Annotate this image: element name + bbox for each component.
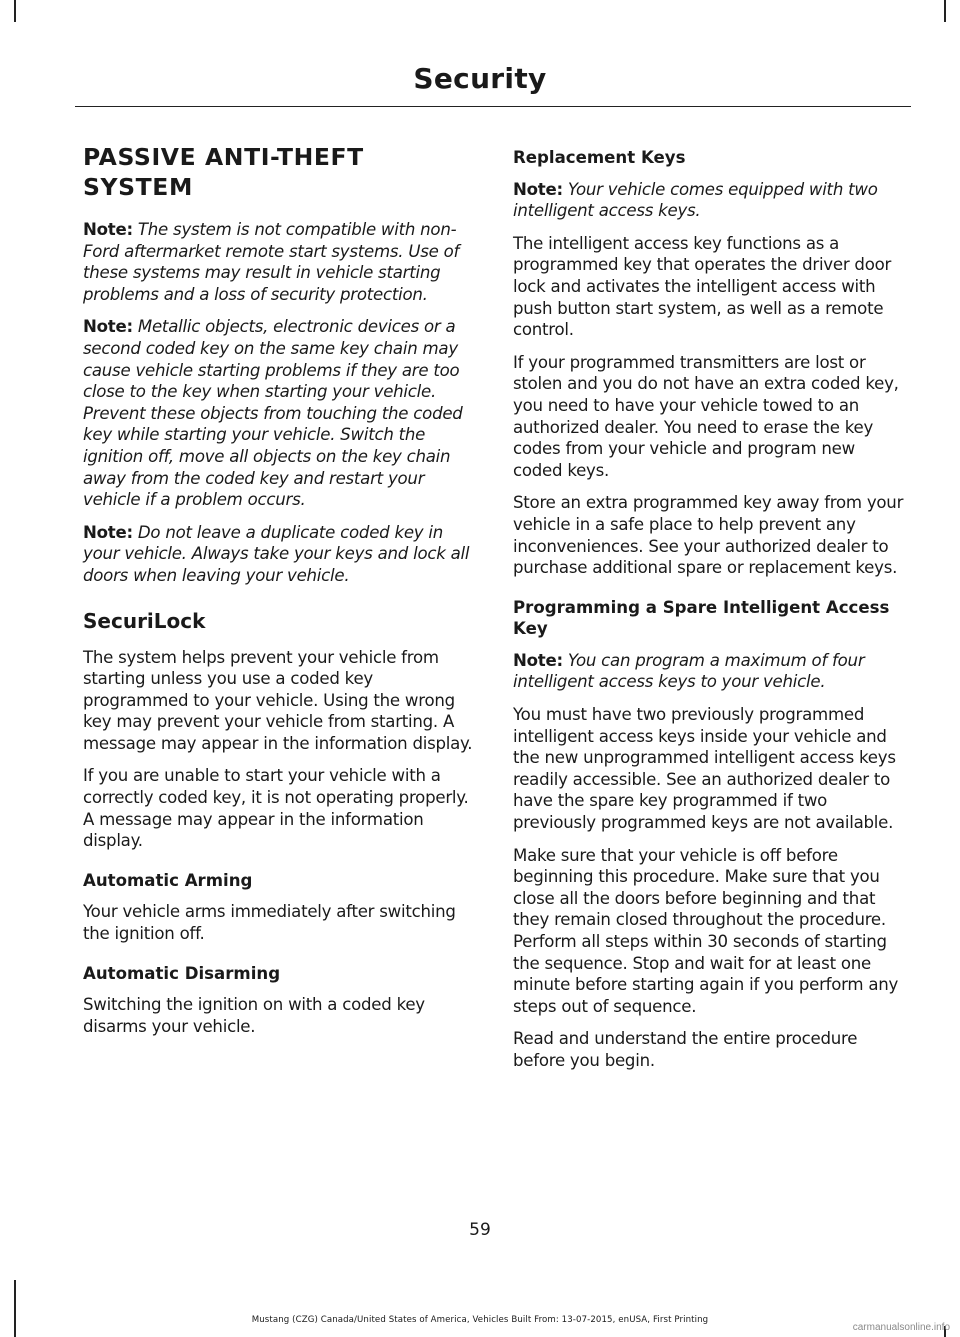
note-text: The system is not compatible with non-Ford aftermarket remote start systems. Use of these systems may result in vehicle starting problems and a loss of security protection. xyxy=(83,220,460,304)
note-compatibility xyxy=(83,219,475,305)
securilock-heading: SecuriLock xyxy=(83,608,206,633)
securilock-paragraph: If you are unable to start your vehicle with a correctly coded key, it is not operating properly. A message may appear in the information display. xyxy=(83,766,469,851)
programming-paragraph: Make sure that your vehicle is off before beginning this procedure. Make sure that you close all the doors before beginning and that they remain closed throughout the procedure. Perform all steps within 30 seconds of starting the sequence. Stop and wait for at least one minute before starting again if you perform any steps out of sequence. xyxy=(513,845,899,1016)
footer-text: Mustang (CZG) Canada/United States of America, Vehicles Built From: 13-07-2015, enUSA, First Printing xyxy=(251,1315,709,1325)
note-label: Note: xyxy=(513,179,563,199)
note-intelligent-keys xyxy=(513,179,907,222)
automatic-arming-heading: Automatic Arming xyxy=(83,870,253,890)
note-metallic-objects xyxy=(83,316,475,510)
programming-spare-key-heading: Programming a Spare Intelligent Access Key xyxy=(513,597,890,639)
note-label: Note: xyxy=(513,650,563,670)
replacement-keys-heading: Replacement Keys xyxy=(513,148,686,167)
replacement-keys-paragraph: If your programmed transmitters are lost or stolen and you do not have an extra coded key, you need to have your vehicle towed to an authorized dealer. You need to erase the key codes from your vehicle and program new coded keys. xyxy=(513,352,899,480)
page-header-title: Security xyxy=(413,62,547,95)
note-text: Do not leave a duplicate coded key in your vehicle. Always take your keys and lock all doors when leaving your vehicle. xyxy=(83,522,470,585)
note-label: Note: xyxy=(83,317,133,337)
section-title-line2: SYSTEM xyxy=(83,173,193,201)
page-number: 59 xyxy=(469,1220,491,1240)
note-text: Metallic objects, electronic devices or a second coded key on the same key chain may cause vehicle starting problems if they are too close to the key when starting your vehicle. Prevent these objects from touching the coded key while starting your vehicle. Switch the ignition off, move all objects on the key chain away from the coded key and restart your vehicle if a problem occurs. xyxy=(83,317,463,510)
automatic-arming-text: Your vehicle arms immediately after switching the ignition off. xyxy=(83,902,456,944)
header-divider xyxy=(75,106,911,107)
note-text: You can program a maximum of four intelligent access keys to your vehicle. xyxy=(513,650,865,692)
watermark: carmanualsonline.info xyxy=(852,1322,950,1333)
automatic-disarming-text: Switching the ignition on with a coded key disarms your vehicle. xyxy=(83,995,425,1036)
crop-mark-bottom-left xyxy=(14,1280,16,1337)
programming-paragraph: You must have two previously programmed intelligent access keys inside your vehicle and the new unprogrammed intelligent access keys readily accessible. See an authorized dealer to have the spare key programmed if two previously programmed keys are not available. xyxy=(513,705,896,833)
note-label: Note: xyxy=(83,220,133,239)
automatic-disarming-heading: Automatic Disarming xyxy=(83,963,281,983)
left-column xyxy=(83,142,475,1048)
securilock-paragraph: The system helps prevent your vehicle from starting unless you use a coded key programmed to your vehicle. Using the wrong key may prevent your vehicle from starting. A message may appear in the information display. xyxy=(83,647,473,753)
programming-paragraph: Read and understand the entire procedure before you begin. xyxy=(513,1029,858,1070)
note-duplicate-key xyxy=(83,522,475,587)
crop-mark-top-right xyxy=(944,0,946,22)
note-text: Your vehicle comes equipped with two intelligent access keys. xyxy=(513,179,878,221)
replacement-keys-paragraph: The intelligent access key functions as a programmed key that operates the driver door lock and activates the intelligent access with push button start system, as well as a remote control. xyxy=(513,233,892,340)
note-max-keys xyxy=(513,650,907,693)
note-label: Note: xyxy=(83,522,133,542)
crop-mark-top-left xyxy=(14,0,16,22)
replacement-keys-paragraph: Store an extra programmed key away from your vehicle in a safe place to help prevent any inconveniences. See your authorized dealer to purchase additional spare or replacement keys. xyxy=(513,493,904,578)
section-title-line1: PASSIVE ANTI-THEFT xyxy=(83,143,364,171)
right-column xyxy=(513,147,907,1083)
section-title xyxy=(83,142,475,202)
